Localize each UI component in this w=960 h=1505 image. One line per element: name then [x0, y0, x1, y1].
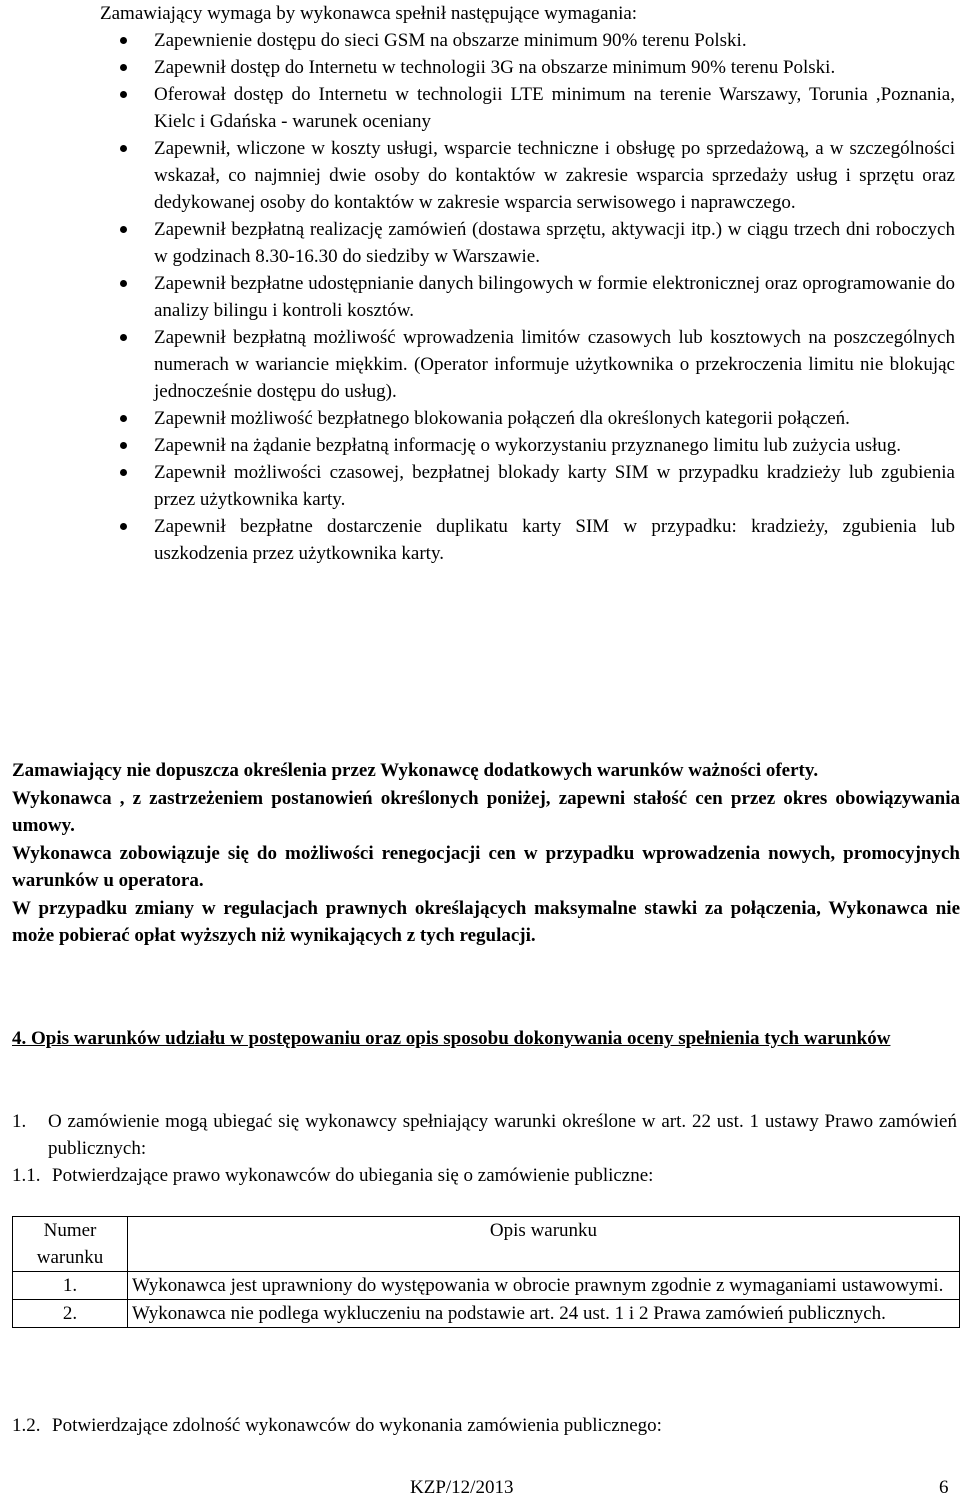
bullet-icon	[120, 334, 127, 341]
bullet-icon	[120, 523, 127, 530]
bullet-icon	[120, 145, 127, 152]
list-item: Oferował dostęp do Internetu w technologii LTE minimum na terenie Warszawy, Torunia ,Poznania, Kielc i Gdańska - warunek oceniany	[100, 81, 955, 135]
contract-terms	[12, 757, 960, 949]
condition-number: 1.	[13, 1272, 128, 1300]
subsection-1-2	[12, 1412, 957, 1439]
bullet-icon	[120, 37, 127, 44]
condition-description: Wykonawca jest uprawniony do występowania w obrocie prawnym zgodnie z wymaganiami ustawowymi.	[128, 1272, 960, 1300]
table-row	[13, 1300, 960, 1328]
subsection-1-1	[12, 1162, 957, 1189]
table-header-row	[13, 1217, 960, 1272]
column-header-description: Opis warunku	[128, 1217, 960, 1272]
term-paragraph: W przypadku zmiany w regulacjach prawnych określających maksymalne stawki za połączenia, Wykonawca nie może pobierać opłat wyższych niż wynikających z tych regulacji.	[12, 898, 960, 946]
list-item: Zapewnił możliwości czasowej, bezpłatnej blokady karty SIM w przypadku kradzieży lub zgubienia przez użytkownika karty.	[100, 459, 955, 513]
bullet-icon	[120, 469, 127, 476]
column-header-number: Numer warunku	[13, 1217, 128, 1272]
table-row	[13, 1272, 960, 1300]
bullet-icon	[120, 442, 127, 449]
list-item	[12, 1108, 957, 1162]
subsection-text: Potwierdzające prawo wykonawców do ubiegania się o zamówienie publiczne:	[52, 1165, 654, 1186]
section-heading: 4. Opis warunków udziału w postępowaniu oraz opis sposobu dokonywania oceny spełnienia tych warunków	[12, 1028, 891, 1049]
subsection-number: 1.2.	[12, 1415, 41, 1436]
list-item: Zapewnił, wliczone w koszty usługi, wsparcie techniczne i obsługę po sprzedażową, a w szczególności wskazał, co najmniej dwie osoby do kontaktów w zakresie wsparcia sprzedaży usług i sprzętu oraz dedykowanej osoby do kontaktów w zakresie wsparcia serwisowego i naprawczego.	[100, 135, 955, 216]
bullet-icon	[120, 64, 127, 71]
term-paragraph: Wykonawca , z zastrzeżeniem postanowień określonych poniżej, zapewni stałość cen przez okres obowiązywania umowy.	[12, 788, 960, 836]
list-item: Zapewnił dostęp do Internetu w technologii 3G na obszarze minimum 90% terenu Polski.	[100, 54, 955, 81]
bullet-icon	[120, 226, 127, 233]
list-item: Zapewnił bezpłatne udostępnianie danych bilingowych w formie elektronicznej oraz oprogramowanie do analizy bilingu i kontroli kosztów.	[100, 270, 955, 324]
list-item: Zapewnił bezpłatne dostarczenie duplikatu karty SIM w przypadku: kradzieży, zgubienia lub uszkodzenia przez użytkownika karty.	[100, 513, 955, 567]
document-code: KZP/12/2013	[410, 1477, 514, 1498]
term-paragraph: Zamawiający nie dopuszcza określenia przez Wykonawcę dodatkowych warunków ważności oferty.	[12, 760, 819, 781]
list-item: Zapewnił bezpłatną możliwość wprowadzenia limitów czasowych lub kosztowych na poszczególnych numerach w wariancie miękkim. (Operator informuje użytkownika o przekroczenia limitu nie blokując jednocześnie dostępu do usług).	[100, 324, 955, 405]
participation-conditions	[12, 1108, 957, 1162]
requirements-intro: Zamawiający wymaga by wykonawca spełnił następujące wymagania:	[100, 3, 638, 24]
condition-description: Wykonawca nie podlega wykluczeniu na podstawie art. 24 ust. 1 i 2 Prawa zamówień publicznych.	[128, 1300, 960, 1328]
condition-number: 2.	[13, 1300, 128, 1328]
term-paragraph: Wykonawca zobowiązuje się do możliwości renegocjacji cen w przypadku wprowadzenia nowych, promocyjnych warunków u operatora.	[12, 843, 960, 891]
subsection-text: Potwierdzające zdolność wykonawców do wykonania zamówienia publicznego:	[52, 1415, 662, 1436]
bullet-icon	[120, 280, 127, 287]
bullet-icon	[120, 91, 127, 98]
list-item: Zapewnił bezpłatną realizację zamówień (dostawa sprzętu, aktywacji itp.) w ciągu trzech dni roboczych w godzinach 8.30-16.30 do siedziby w Warszawie.	[100, 216, 955, 270]
bullet-icon	[120, 415, 127, 422]
list-item: Zapewnienie dostępu do sieci GSM na obszarze minimum 90% terenu Polski.	[100, 27, 955, 54]
page-number: 6	[939, 1477, 949, 1498]
subsection-number: 1.1.	[12, 1165, 41, 1186]
requirements-list	[100, 27, 955, 567]
list-item: Zapewnił możliwość bezpłatnego blokowania połączeń dla określonych kategorii połączeń.	[100, 405, 955, 432]
list-item: Zapewnił na żądanie bezpłatną informację o wykorzystaniu przyznanego limitu lub zużycia usług.	[100, 432, 955, 459]
conditions-table	[12, 1216, 960, 1328]
item-text: O zamówienie mogą ubiegać się wykonawcy spełniający warunki określone w art. 22 ust. 1 ustawy Prawo zamówień publicznych:	[48, 1111, 957, 1159]
item-number: 1.	[12, 1111, 27, 1132]
